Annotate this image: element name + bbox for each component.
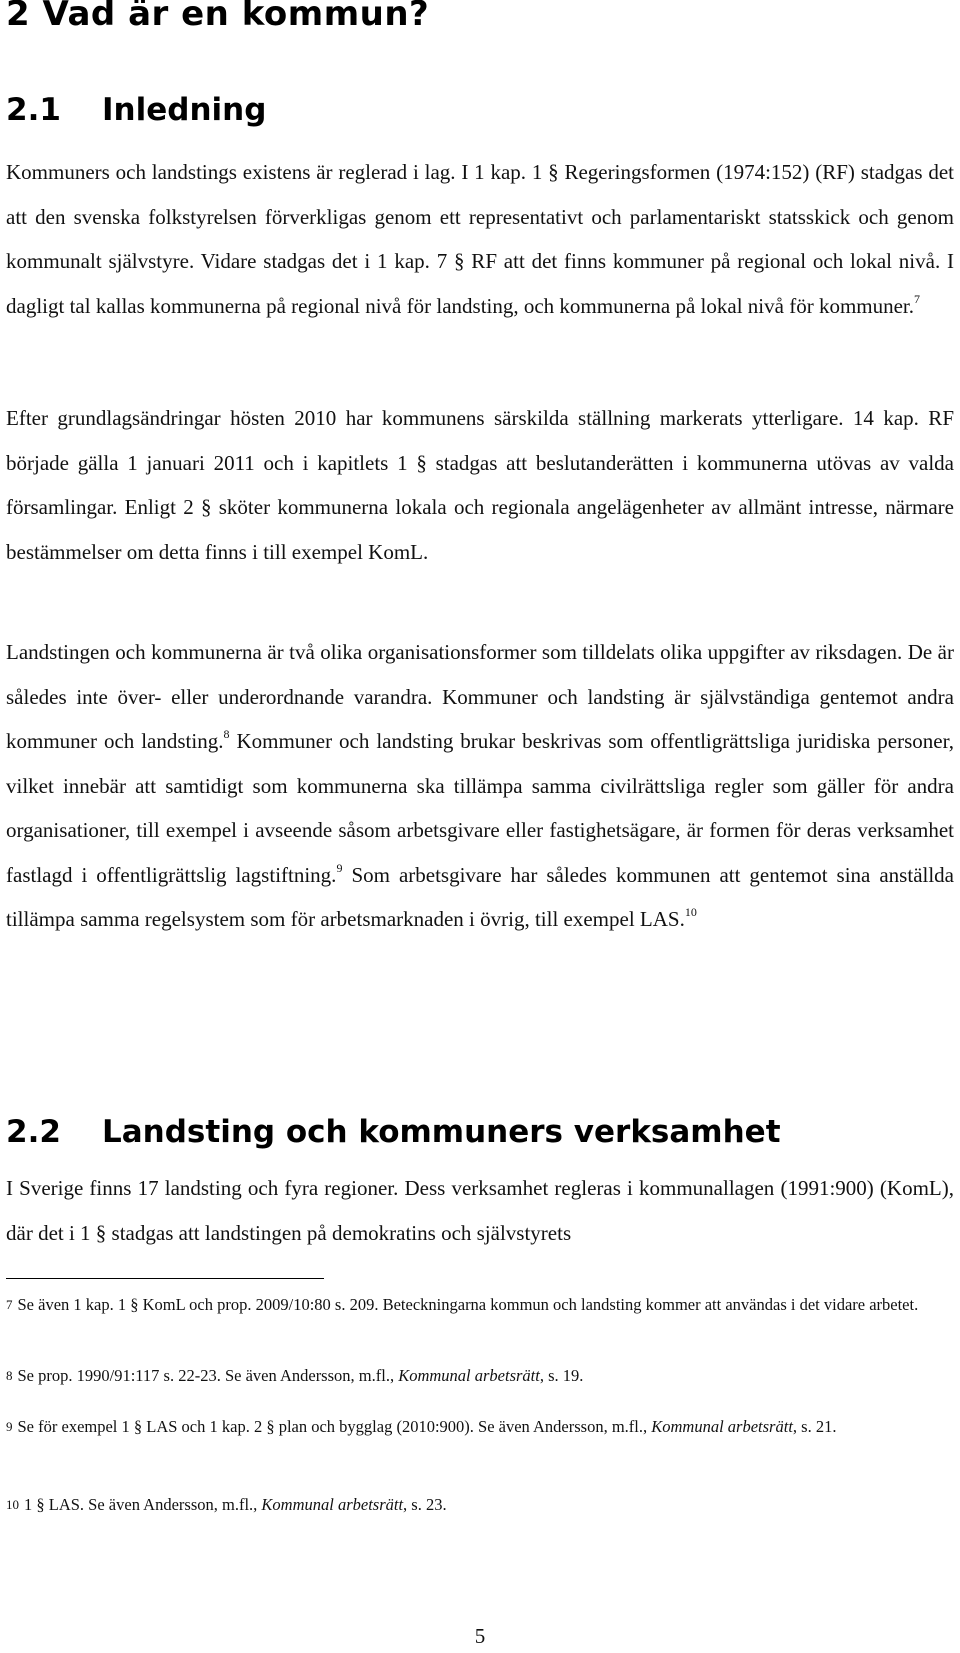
paragraph-text: Efter grundlagsändringar hösten 2010 har kommunens särskilda ställning markerats ytterligare. 14 kap. RF började gälla 1 januari 2011 och i kapitlets 1 § stadgas att beslutanderätten i kommunerna utövas av valda församlingar. Enligt 2 § sköter kommunerna lokala och regionala angelägenheter av allmänt intresse, närmare bestämmelser om detta finns i till exempel KomL. (6, 406, 954, 564)
footnote-citation-title: Kommunal arbetsrätt (398, 1366, 540, 1385)
footnote-number: 8 (6, 1368, 13, 1383)
footnote-ref-8: 8 (223, 727, 230, 741)
section-heading-2-2 (6, 1114, 781, 1150)
footnote-ref-10: 10 (684, 905, 697, 919)
paragraph-2 (6, 396, 954, 574)
paragraph-text: Kommuners och landstings existens är reglerad i lag. I 1 kap. 1 § Regeringsformen (1974:152) (RF) stadgas det att den svenska folkstyrelsen förverkligas genom ett representativt och parlamentariskt statsskick och genom kommunalt självstyre. Vidare stadgas det i 1 kap. 7 § RF att det finns kommuner på regional och lokal nivå. I dagligt tal kallas kommunerna på regional nivå för landsting, och kommunerna på lokal nivå för kommuner. (6, 160, 954, 318)
footnote-separator (6, 1278, 324, 1279)
section-heading-2-1 (6, 92, 266, 128)
footnote-number: 10 (6, 1497, 19, 1512)
footnote-9 (6, 1414, 960, 1441)
footnote-number: 7 (6, 1297, 13, 1312)
section-title: Landsting och kommuners verksamhet (102, 1114, 781, 1150)
footnote-8 (6, 1363, 960, 1390)
footnote-text: Se för exempel 1 § LAS och 1 kap. 2 § plan och bygglag (2010:900). Se även Andersson, m.fl., (17, 1417, 652, 1436)
footnote-10 (6, 1492, 960, 1519)
footnote-text: , s. 21. (792, 1417, 837, 1436)
footnote-7 (6, 1292, 960, 1319)
footnote-text: , s. 19. (539, 1366, 584, 1385)
section-number: 2.2 (6, 1114, 61, 1150)
footnote-citation-title: Kommunal arbetsrätt (651, 1417, 793, 1436)
section-title: Inledning (102, 92, 267, 128)
paragraph-4: I Sverige finns 17 landsting och fyra regioner. Dess verksamhet regleras i kommunallagen (1991:900) (KomL), där det i 1 § stadgas att landstingen på demokratins och självstyrets (6, 1176, 954, 1245)
footnote-number: 9 (6, 1419, 13, 1434)
paragraph-text: Kommuner och landsting brukar beskrivas som offentligrättsliga juridiska personer, vilket innebär att samtidigt som kommunerna ska tillämpa samma civilrättsliga regler som gäller för andra organisationer, till exempel i avseende såsom arbetsgivare eller fastighetsägare, är formen för deras verksamhet fastlagd i offentligrättslig lagstiftning. (6, 729, 955, 887)
footnote-citation-title: Kommunal arbetsrätt (261, 1495, 404, 1514)
footnote-ref-7: 7 (914, 291, 921, 306)
footnote-text: 1 § LAS. Se även Andersson, m.fl., (24, 1495, 262, 1514)
paragraph-text: Som arbetsgivare har således kommunen att gentemot sina anställda tillämpa samma regelsystem som för arbetsmarknaden i övrig, till exempel LAS. (6, 862, 955, 931)
chapter-title: 2 Vad är en kommun? (6, 0, 430, 34)
paragraph-3 (6, 630, 954, 942)
footnote-ref-9: 9 (336, 860, 343, 875)
paragraph-text: Landstingen och kommunerna är två olika organisationsformer som tilldelats olika uppgifter av riksdagen. De är således inte över- eller underordnande varandra. Kommuner och landsting är självständiga gentemot andra kommuner och landsting. (6, 640, 954, 753)
paragraph-1 (6, 150, 954, 328)
page-number: 5 (474, 1624, 486, 1648)
section-number: 2.1 (6, 92, 61, 128)
footnote-text: Se prop. 1990/91:117 s. 22-23. Se även Andersson, m.fl., (17, 1366, 399, 1385)
footnote-text: Se även 1 kap. 1 § KomL och prop. 2009/10:80 s. 209. Beteckningarna kommun och landsting kommer att användas i det vidare arbetet. (17, 1295, 919, 1314)
footnote-text: , s. 23. (403, 1495, 447, 1514)
